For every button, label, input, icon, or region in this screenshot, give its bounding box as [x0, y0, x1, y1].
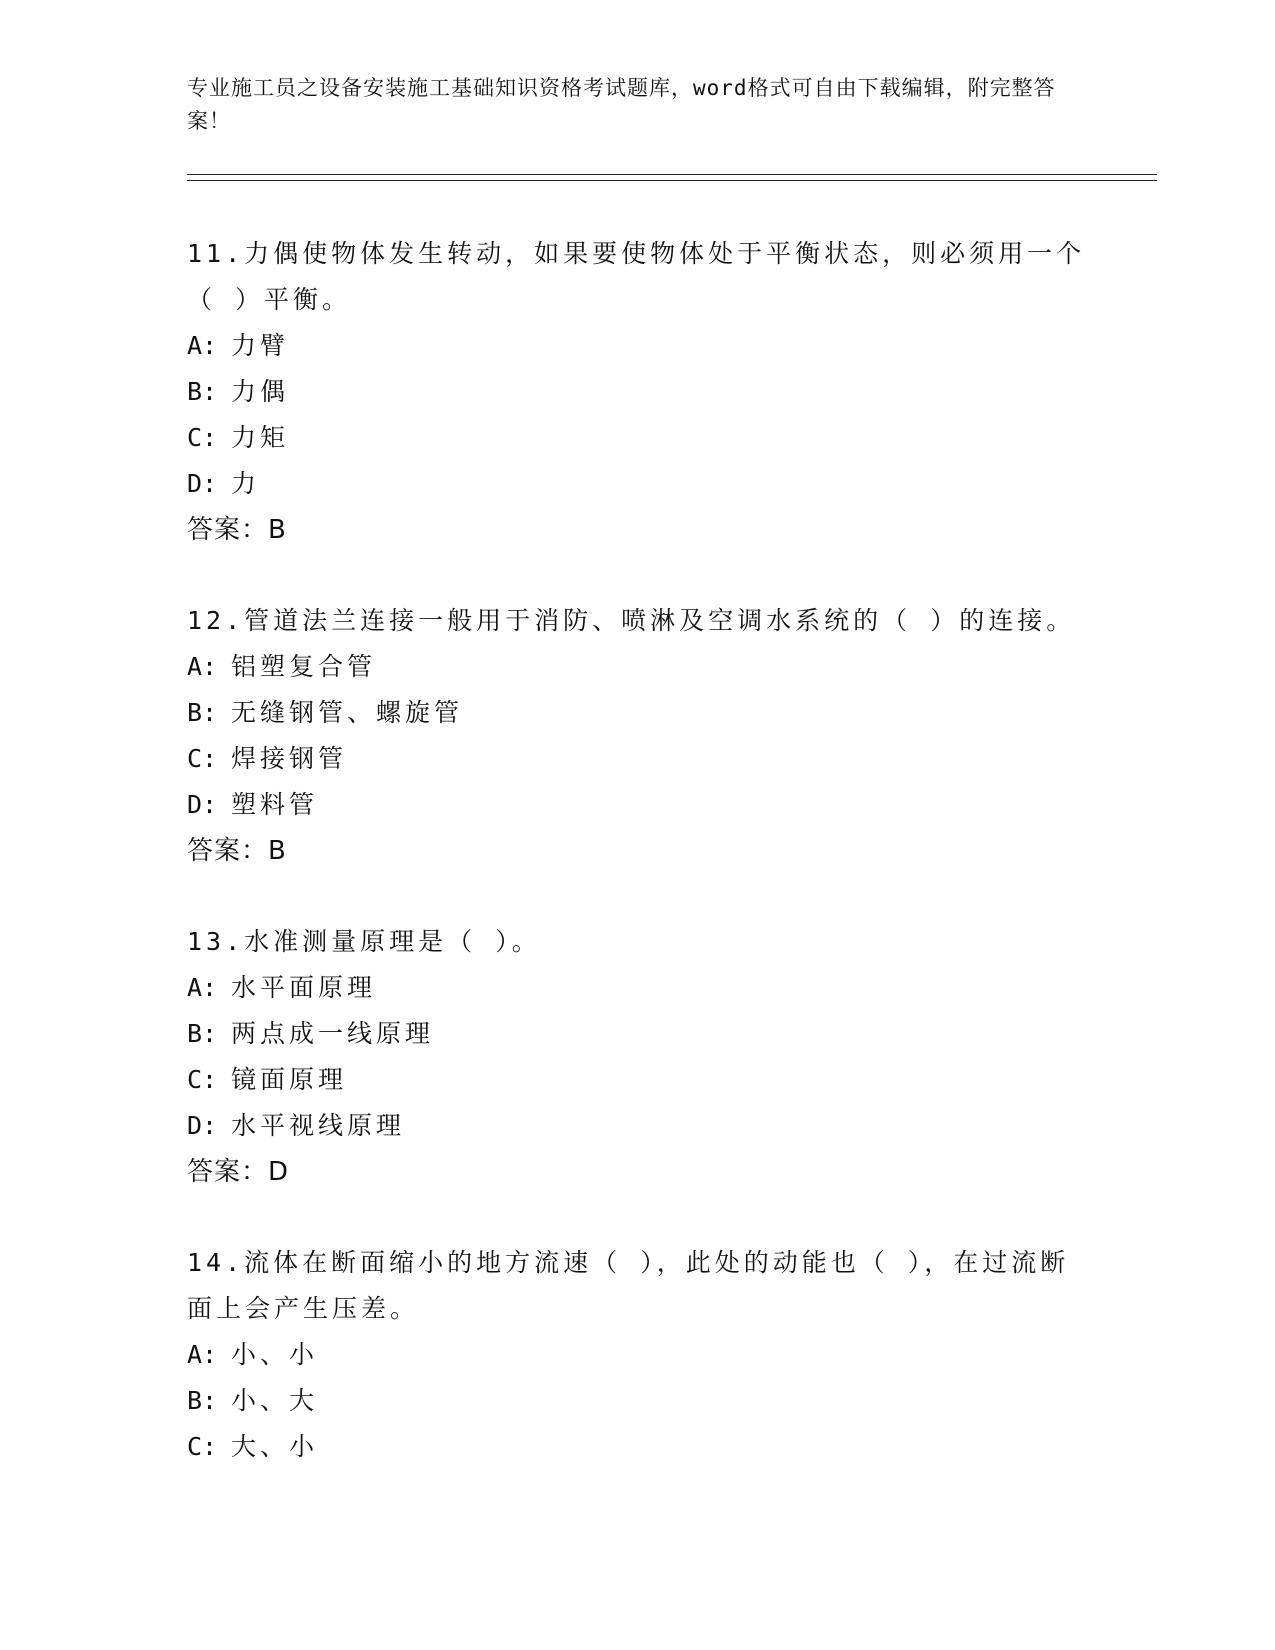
- option-letter: B:: [187, 1386, 218, 1415]
- option-text: 力矩: [231, 423, 290, 452]
- option-letter: D:: [187, 790, 218, 819]
- option-letter: A:: [187, 973, 218, 1002]
- option-text: 力偶: [231, 377, 290, 406]
- question-stem: 12.管道法兰连接一般用于消防、喷淋及空调水系统的（ ）的连接。: [187, 606, 1076, 635]
- option-text: 水平面原理: [231, 973, 377, 1002]
- option-a: [187, 965, 1157, 1011]
- option-c: [187, 415, 1157, 461]
- option-d: [187, 461, 1157, 507]
- option-text: 小、小: [231, 1340, 319, 1369]
- option-d: [187, 1103, 1157, 1149]
- option-a: [187, 323, 1157, 369]
- option-c: [187, 1424, 1157, 1470]
- option-d: [187, 782, 1157, 828]
- option-b: [187, 369, 1157, 415]
- option-text: 两点成一线原理: [231, 1019, 435, 1048]
- option-letter: A:: [187, 652, 218, 681]
- option-text: 焊接钢管: [231, 744, 348, 773]
- question-stem: 14.流体在断面缩小的地方流速（ ），此处的动能也（ ），在过流断面上会产生压差。: [187, 1248, 1070, 1323]
- question-list: [187, 231, 1157, 1470]
- header-divider: [187, 174, 1157, 181]
- option-letter: C:: [187, 423, 218, 452]
- option-letter: C:: [187, 1065, 218, 1094]
- option-c: [187, 736, 1157, 782]
- question-item: [187, 231, 1157, 553]
- option-c: [187, 1057, 1157, 1103]
- option-a: [187, 644, 1157, 690]
- option-letter: C:: [187, 1432, 218, 1461]
- option-letter: C:: [187, 744, 218, 773]
- answer-line: 答案：D: [187, 1157, 290, 1187]
- document-page: [187, 72, 1157, 1515]
- question-item: [187, 919, 1157, 1195]
- option-text: 小、大: [231, 1386, 319, 1415]
- question-stem: 13.水准测量原理是（ ）。: [187, 927, 541, 956]
- option-b: [187, 690, 1157, 736]
- option-b: [187, 1378, 1157, 1424]
- option-text: 力: [231, 469, 261, 498]
- question-item: [187, 1240, 1157, 1470]
- document-header: 专业施工员之设备安装施工基础知识资格考试题库，word格式可自由下载编辑，附完整答案！: [187, 76, 1056, 133]
- option-letter: D:: [187, 1111, 218, 1140]
- option-a: [187, 1332, 1157, 1378]
- question-stem: 11.力偶使物体发生转动，如果要使物体处于平衡状态，则必须用一个（ ）平衡。: [187, 239, 1086, 314]
- option-text: 无缝钢管、螺旋管: [231, 698, 464, 727]
- question-item: [187, 598, 1157, 874]
- option-text: 镜面原理: [231, 1065, 348, 1094]
- option-text: 大、小: [231, 1432, 319, 1461]
- option-text: 塑料管: [231, 790, 319, 819]
- option-letter: D:: [187, 469, 218, 498]
- option-letter: B:: [187, 377, 218, 406]
- option-b: [187, 1011, 1157, 1057]
- option-letter: A:: [187, 331, 218, 360]
- option-text: 水平视线原理: [231, 1111, 406, 1140]
- option-letter: B:: [187, 1019, 218, 1048]
- option-text: 力臂: [231, 331, 290, 360]
- option-letter: A:: [187, 1340, 218, 1369]
- option-text: 铝塑复合管: [231, 652, 377, 681]
- answer-line: 答案：B: [187, 836, 287, 866]
- option-letter: B:: [187, 698, 218, 727]
- answer-line: 答案：B: [187, 515, 287, 545]
